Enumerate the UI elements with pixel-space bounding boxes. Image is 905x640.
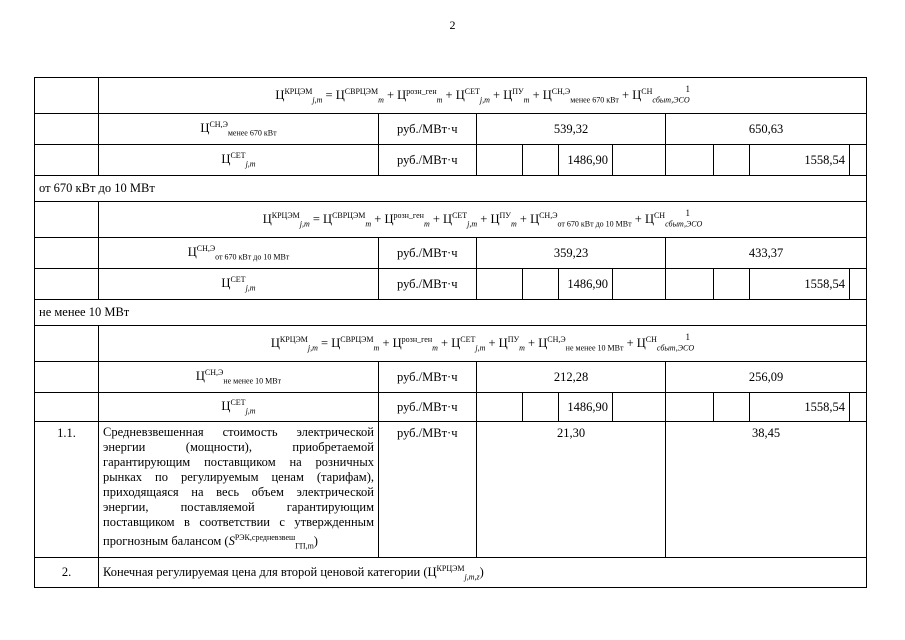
- cn-row: [35, 114, 867, 145]
- unit-cell: руб./МВт·ч: [379, 269, 477, 300]
- value-cell: 256,09: [666, 362, 867, 393]
- empty-cell: [714, 145, 750, 176]
- term-svrcem: [323, 210, 372, 229]
- symbol-letter: Ц: [644, 211, 654, 226]
- symbol-subscript: j,m: [479, 95, 490, 105]
- value-cell: 1486,90: [559, 393, 613, 422]
- symbol-superscript: СН,Э: [204, 368, 224, 378]
- empty-cell: [523, 393, 559, 422]
- symbol-letter: Ц: [331, 335, 341, 350]
- formula-cell: [99, 326, 867, 362]
- equals-sign: =: [321, 335, 329, 350]
- symbol-letter: Ц: [538, 335, 548, 350]
- symbol-subscript: сбыт,ЭСО: [665, 219, 703, 229]
- symbol-subscript: j,m: [245, 406, 256, 416]
- symbol-superscript: ПУ: [507, 334, 520, 344]
- plus-sign: +: [528, 335, 536, 350]
- symbol-subscript: j,m: [299, 219, 310, 229]
- blank-cell: [35, 78, 99, 114]
- symbol-letter: Ц: [443, 211, 453, 226]
- value-cell: 539,32: [477, 114, 666, 145]
- value-cell: 433,37: [666, 238, 867, 269]
- symbol-superscript: СН,Э: [196, 244, 216, 254]
- description-text: Средневзвешенная стоимость электрической энергии (мощности), приобретаемой гарантирующим поставщиком на розничных рынках по регулируемым ценам (тарифам), приходящаяся на весь объем электрической энергии, поставляемой гарантирующим поставщиком в соответствии с утвержденным прогнозным балансом (: [103, 425, 374, 549]
- tariff-table: [34, 77, 867, 588]
- symbol-superscript: СЕТ: [452, 210, 468, 220]
- plus-sign: +: [432, 211, 440, 226]
- page-number: 2: [449, 18, 456, 32]
- term-sbyt: [632, 86, 690, 105]
- term-cn: [538, 334, 624, 353]
- unit-cell: руб./МВт·ч: [379, 422, 477, 558]
- symbol-superscript: СН: [641, 86, 653, 96]
- symbol-letter: Ц: [455, 87, 465, 102]
- symbol-c: [427, 563, 480, 582]
- footnote-marker: 1: [685, 332, 691, 342]
- category-heading-row: [35, 300, 867, 326]
- closing-paren: ): [313, 534, 318, 549]
- symbol-letter: S: [228, 534, 235, 549]
- symbol-superscript: КРЦЭМ: [284, 86, 313, 96]
- plus-sign: +: [488, 335, 496, 350]
- symbol-superscript: СН,Э: [539, 210, 558, 220]
- formula-row: [35, 326, 867, 362]
- formula-cell: [99, 78, 867, 114]
- symbol-superscript: СЕТ: [464, 86, 480, 96]
- symbol-subscript: j,m,z: [464, 572, 480, 582]
- blank-cell: [35, 238, 99, 269]
- empty-cell: [477, 269, 523, 300]
- footnote-marker: 1: [685, 84, 691, 94]
- value-cell: 1558,54: [750, 145, 850, 176]
- equals-sign: =: [312, 211, 320, 226]
- blank-cell: [35, 145, 99, 176]
- symbol-letter: Ц: [498, 335, 508, 350]
- set-row: [35, 269, 867, 300]
- plus-sign: +: [626, 335, 634, 350]
- symbol-superscript: СЕТ: [230, 398, 246, 408]
- symbol-subscript: j,m: [307, 343, 318, 353]
- symbol-letter: Ц: [384, 211, 394, 226]
- symbol-superscript: розн_ген: [406, 86, 437, 96]
- term-rozn-gen: [384, 210, 430, 229]
- empty-cell: [850, 393, 867, 422]
- empty-cell: [850, 269, 867, 300]
- term-svrcem: [335, 86, 384, 105]
- term-set: [455, 86, 490, 105]
- symbol-letter: Ц: [195, 369, 205, 384]
- blank-cell: [35, 269, 99, 300]
- symbol-subscript: менее 670 кВт: [570, 95, 619, 105]
- term-set: [443, 210, 478, 229]
- row-1-1: [35, 422, 867, 558]
- cn-row: [35, 238, 867, 269]
- category-heading-row: [35, 176, 867, 202]
- symbol-letter: Ц: [187, 245, 197, 260]
- symbol-superscript: СН: [645, 334, 657, 344]
- empty-cell: [523, 145, 559, 176]
- symbol-superscript: СЕТ: [230, 275, 246, 285]
- value-cell: 38,45: [666, 422, 867, 558]
- symbol-superscript: СВРЦЭМ: [332, 210, 366, 220]
- symbol-superscript: СВРЦЭМ: [344, 86, 379, 96]
- term-pu: [490, 210, 517, 229]
- value-cell: 1486,90: [559, 145, 613, 176]
- unit-cell: руб./МВт·ч: [379, 145, 477, 176]
- row-2: [35, 558, 867, 588]
- symbol-letter: Ц: [275, 87, 285, 102]
- term-sbyt: [644, 210, 703, 229]
- symbol-subscript: сбыт,ЭСО: [652, 95, 690, 105]
- description-text: Конечная регулируемая цена для второй ценовой категории (: [103, 564, 428, 579]
- symbol-letter: Ц: [221, 152, 231, 167]
- value-cell: 21,30: [477, 422, 666, 558]
- unit-cell: руб./МВт·ч: [379, 114, 477, 145]
- term-cn: [530, 210, 632, 229]
- symbol-superscript: розн_ген: [393, 210, 424, 220]
- symbol-superscript: СН,Э: [547, 334, 566, 344]
- symbol-subscript: j,m: [245, 159, 256, 169]
- category-heading: не менее 10 МВт: [35, 300, 867, 326]
- formula-lhs: [275, 86, 323, 105]
- symbol-subscript: j,m: [312, 95, 323, 105]
- term-rozn-gen: [392, 334, 438, 353]
- symbol-superscript: СН,Э: [209, 120, 228, 130]
- value-cell: 359,23: [477, 238, 666, 269]
- symbol-subscript: менее 670 кВт: [227, 128, 277, 138]
- symbol-subscript: m: [510, 219, 517, 229]
- symbol-s: [228, 533, 314, 551]
- symbol-letter: Ц: [392, 335, 402, 350]
- symbol-subscript: j,m: [475, 343, 486, 353]
- symbol-superscript: СН,Э: [551, 86, 571, 96]
- symbol-superscript: ПУ: [512, 86, 524, 96]
- symbol-subscript: сбыт,ЭСО: [656, 343, 695, 353]
- value-cell: 1558,54: [750, 269, 850, 300]
- closing-paren: ): [479, 564, 484, 579]
- symbol-superscript: КРЦЭМ: [271, 210, 300, 220]
- symbol-subscript: m: [373, 343, 380, 353]
- symbol-subscript: m: [523, 95, 530, 105]
- symbol-letter: Ц: [542, 87, 552, 102]
- blank-cell: [35, 393, 99, 422]
- blank-cell: [35, 362, 99, 393]
- set-label: [99, 269, 379, 300]
- cn-label: [99, 114, 379, 145]
- symbol-subscript: ГП,m: [295, 541, 314, 551]
- set-label: [99, 393, 379, 422]
- symbol-subscript: не менее 10 МВт: [565, 343, 624, 353]
- plus-sign: +: [374, 211, 382, 226]
- symbol-letter: Ц: [451, 335, 461, 350]
- symbol-subscript: m: [432, 343, 438, 353]
- symbol-superscript: СЕТ: [460, 334, 476, 344]
- symbol-letter: Ц: [636, 335, 646, 350]
- symbol-letter: Ц: [490, 211, 500, 226]
- symbol-subscript: от 670 кВт до 10 МВт: [215, 252, 290, 262]
- symbol-letter: Ц: [427, 564, 437, 579]
- empty-cell: [714, 393, 750, 422]
- symbol-subscript: j,m: [245, 283, 256, 293]
- symbol-subscript: m: [519, 343, 525, 353]
- blank-cell: [35, 114, 99, 145]
- empty-cell: [850, 145, 867, 176]
- empty-cell: [714, 269, 750, 300]
- empty-cell: [477, 145, 523, 176]
- unit-cell: руб./МВт·ч: [379, 238, 477, 269]
- symbol-superscript: КРЦЭМ: [279, 334, 308, 344]
- symbol-superscript: ПУ: [499, 210, 511, 220]
- empty-cell: [523, 269, 559, 300]
- symbol-superscript: СВРЦЭМ: [340, 334, 374, 344]
- row-number: 2.: [35, 558, 99, 588]
- set-row: [35, 145, 867, 176]
- formula-lhs: [270, 334, 318, 353]
- symbol-subscript: m: [436, 95, 443, 105]
- set-label: [99, 145, 379, 176]
- term-svrcem: [331, 334, 380, 353]
- plus-sign: +: [493, 87, 501, 102]
- empty-cell: [613, 145, 666, 176]
- plus-sign: +: [445, 87, 453, 102]
- formula-lhs: [262, 210, 310, 229]
- symbol-subscript: не менее 10 МВт: [223, 376, 282, 386]
- plus-sign: +: [441, 335, 449, 350]
- plus-sign: +: [622, 87, 630, 102]
- empty-cell: [666, 269, 714, 300]
- symbol-letter: Ц: [323, 211, 333, 226]
- plus-sign: +: [519, 211, 527, 226]
- symbol-letter: Ц: [200, 121, 210, 136]
- symbol-subscript: j,m: [467, 219, 478, 229]
- equals-sign: =: [325, 87, 333, 102]
- formula-cell: [99, 202, 867, 238]
- value-cell: 1486,90: [559, 269, 613, 300]
- value-cell: 650,63: [666, 114, 867, 145]
- formula-row: [35, 202, 867, 238]
- symbol-letter: Ц: [262, 211, 272, 226]
- empty-cell: [613, 269, 666, 300]
- unit-cell: руб./МВт·ч: [379, 393, 477, 422]
- blank-cell: [35, 326, 99, 362]
- symbol-letter: Ц: [221, 276, 231, 291]
- symbol-superscript: СЕТ: [230, 151, 246, 161]
- empty-cell: [477, 393, 523, 422]
- term-rozn-gen: [397, 86, 443, 105]
- formula-row: [35, 78, 867, 114]
- cn-label: [99, 362, 379, 393]
- plus-sign: +: [532, 87, 540, 102]
- symbol-subscript: m: [423, 219, 430, 229]
- symbol-letter: Ц: [632, 87, 642, 102]
- term-pu: [503, 86, 530, 105]
- symbol-letter: Ц: [335, 87, 345, 102]
- footnote-marker: 1: [685, 208, 691, 218]
- row-description: [99, 422, 379, 558]
- symbol-superscript: розн_ген: [401, 334, 433, 344]
- symbol-letter: Ц: [270, 335, 280, 350]
- symbol-letter: Ц: [530, 211, 540, 226]
- symbol-subscript: от 670 кВт до 10 МВт: [557, 219, 632, 229]
- unit-cell: руб./МВт·ч: [379, 362, 477, 393]
- cn-row: [35, 362, 867, 393]
- value-cell: 1558,54: [750, 393, 850, 422]
- symbol-superscript: РЭК,средневзвеш: [234, 533, 296, 542]
- set-row: [35, 393, 867, 422]
- term-pu: [498, 334, 525, 353]
- row-number: 1.1.: [35, 422, 99, 558]
- plus-sign: +: [386, 87, 395, 102]
- symbol-subscript: m: [365, 219, 372, 229]
- symbol-letter: Ц: [503, 87, 513, 102]
- plus-sign: +: [634, 211, 642, 226]
- plus-sign: +: [480, 211, 488, 226]
- empty-cell: [613, 393, 666, 422]
- value-cell: 212,28: [477, 362, 666, 393]
- empty-cell: [666, 145, 714, 176]
- row-description: [99, 558, 867, 588]
- symbol-superscript: КРЦЭМ: [436, 563, 465, 573]
- empty-cell: [666, 393, 714, 422]
- term-set: [451, 334, 486, 353]
- symbol-letter: Ц: [397, 87, 407, 102]
- term-cn: [542, 86, 619, 105]
- cn-label: [99, 238, 379, 269]
- plus-sign: +: [382, 335, 390, 350]
- category-heading: от 670 кВт до 10 МВт: [35, 176, 867, 202]
- blank-cell: [35, 202, 99, 238]
- symbol-superscript: СН: [653, 210, 666, 220]
- symbol-letter: Ц: [221, 399, 231, 414]
- symbol-subscript: m: [378, 95, 384, 105]
